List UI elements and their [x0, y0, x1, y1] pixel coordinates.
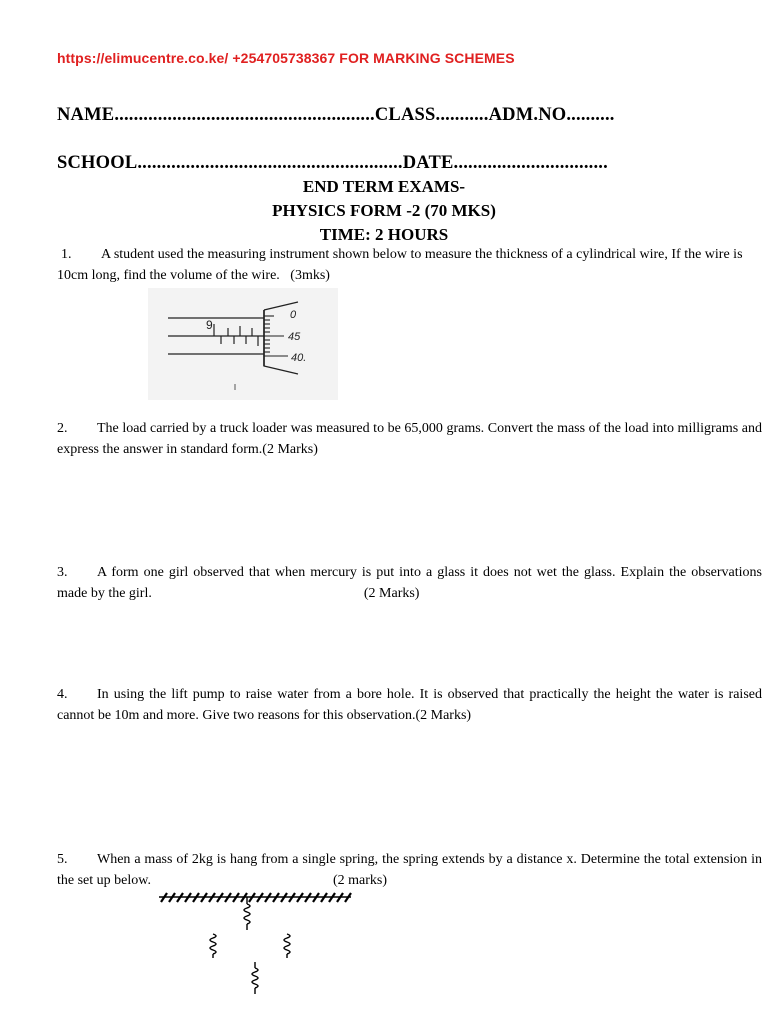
question-marks: (2 Marks)	[415, 708, 472, 723]
question-number: 2.	[57, 421, 68, 436]
spring-setup-diagram	[155, 890, 355, 1005]
exam-subject: PHYSICS FORM -2 (70 MKS)	[272, 201, 496, 220]
question-text: The load carried by a truck loader was measured to be 65,000 grams. Convert the mass of the load into milligrams and express the answer in standard form.	[57, 421, 762, 457]
question-4	[57, 684, 762, 726]
exam-time: TIME: 2 HOURS	[319, 225, 449, 244]
question-number: 5.	[57, 852, 68, 867]
question-text: In using the lift pump to raise water from a bore hole. It is observed that practically the height the water is raised cannot be 10m and more. Give two reasons for this observation.	[57, 687, 762, 723]
question-2	[57, 418, 762, 460]
marking-schemes-link[interactable]: https://elimucentre.co.ke/ +254705738367 FOR MARKING SCHEMES	[57, 50, 515, 66]
question-marks: (2 marks)	[332, 873, 388, 888]
question-text: A form one girl observed that when mercury is put into a glass it does not wet the glass. Explain the observations made by the girl.	[57, 565, 762, 601]
school-date-line: SCHOOL.......................................................DATE................................	[57, 153, 608, 173]
question-number: 4.	[57, 687, 68, 702]
question-3	[57, 562, 762, 604]
question-marks: (3mks)	[290, 268, 330, 283]
question-text: A student used the measuring instrument shown below to measure the thickness of a cylindrical wire, If the wire is 10cm long, find the volume of the wire.	[57, 247, 743, 283]
exam-title: END TERM EXAMS-	[302, 177, 466, 196]
thimble-mark-40: 40.	[291, 352, 307, 364]
question-1	[57, 244, 762, 286]
micrometer-screw-gauge-diagram	[148, 288, 338, 400]
main-scale-mark: 9	[206, 318, 213, 332]
thimble-mark-0: 0	[290, 309, 297, 321]
question-5	[57, 849, 762, 891]
question-marks: (2 Marks)	[363, 586, 420, 601]
question-number: 3.	[57, 565, 68, 580]
question-marks: (2 Marks)	[262, 442, 318, 457]
thimble-mark-45: 45	[288, 331, 301, 343]
name-class-adm-line: NAME......................................................CLASS...........ADM.NO..........	[57, 105, 615, 125]
question-text: When a mass of 2kg is hang from a single spring, the spring extends by a distance x. Determine the total extension in the set up below.	[57, 852, 762, 888]
question-number: 1.	[61, 247, 72, 262]
